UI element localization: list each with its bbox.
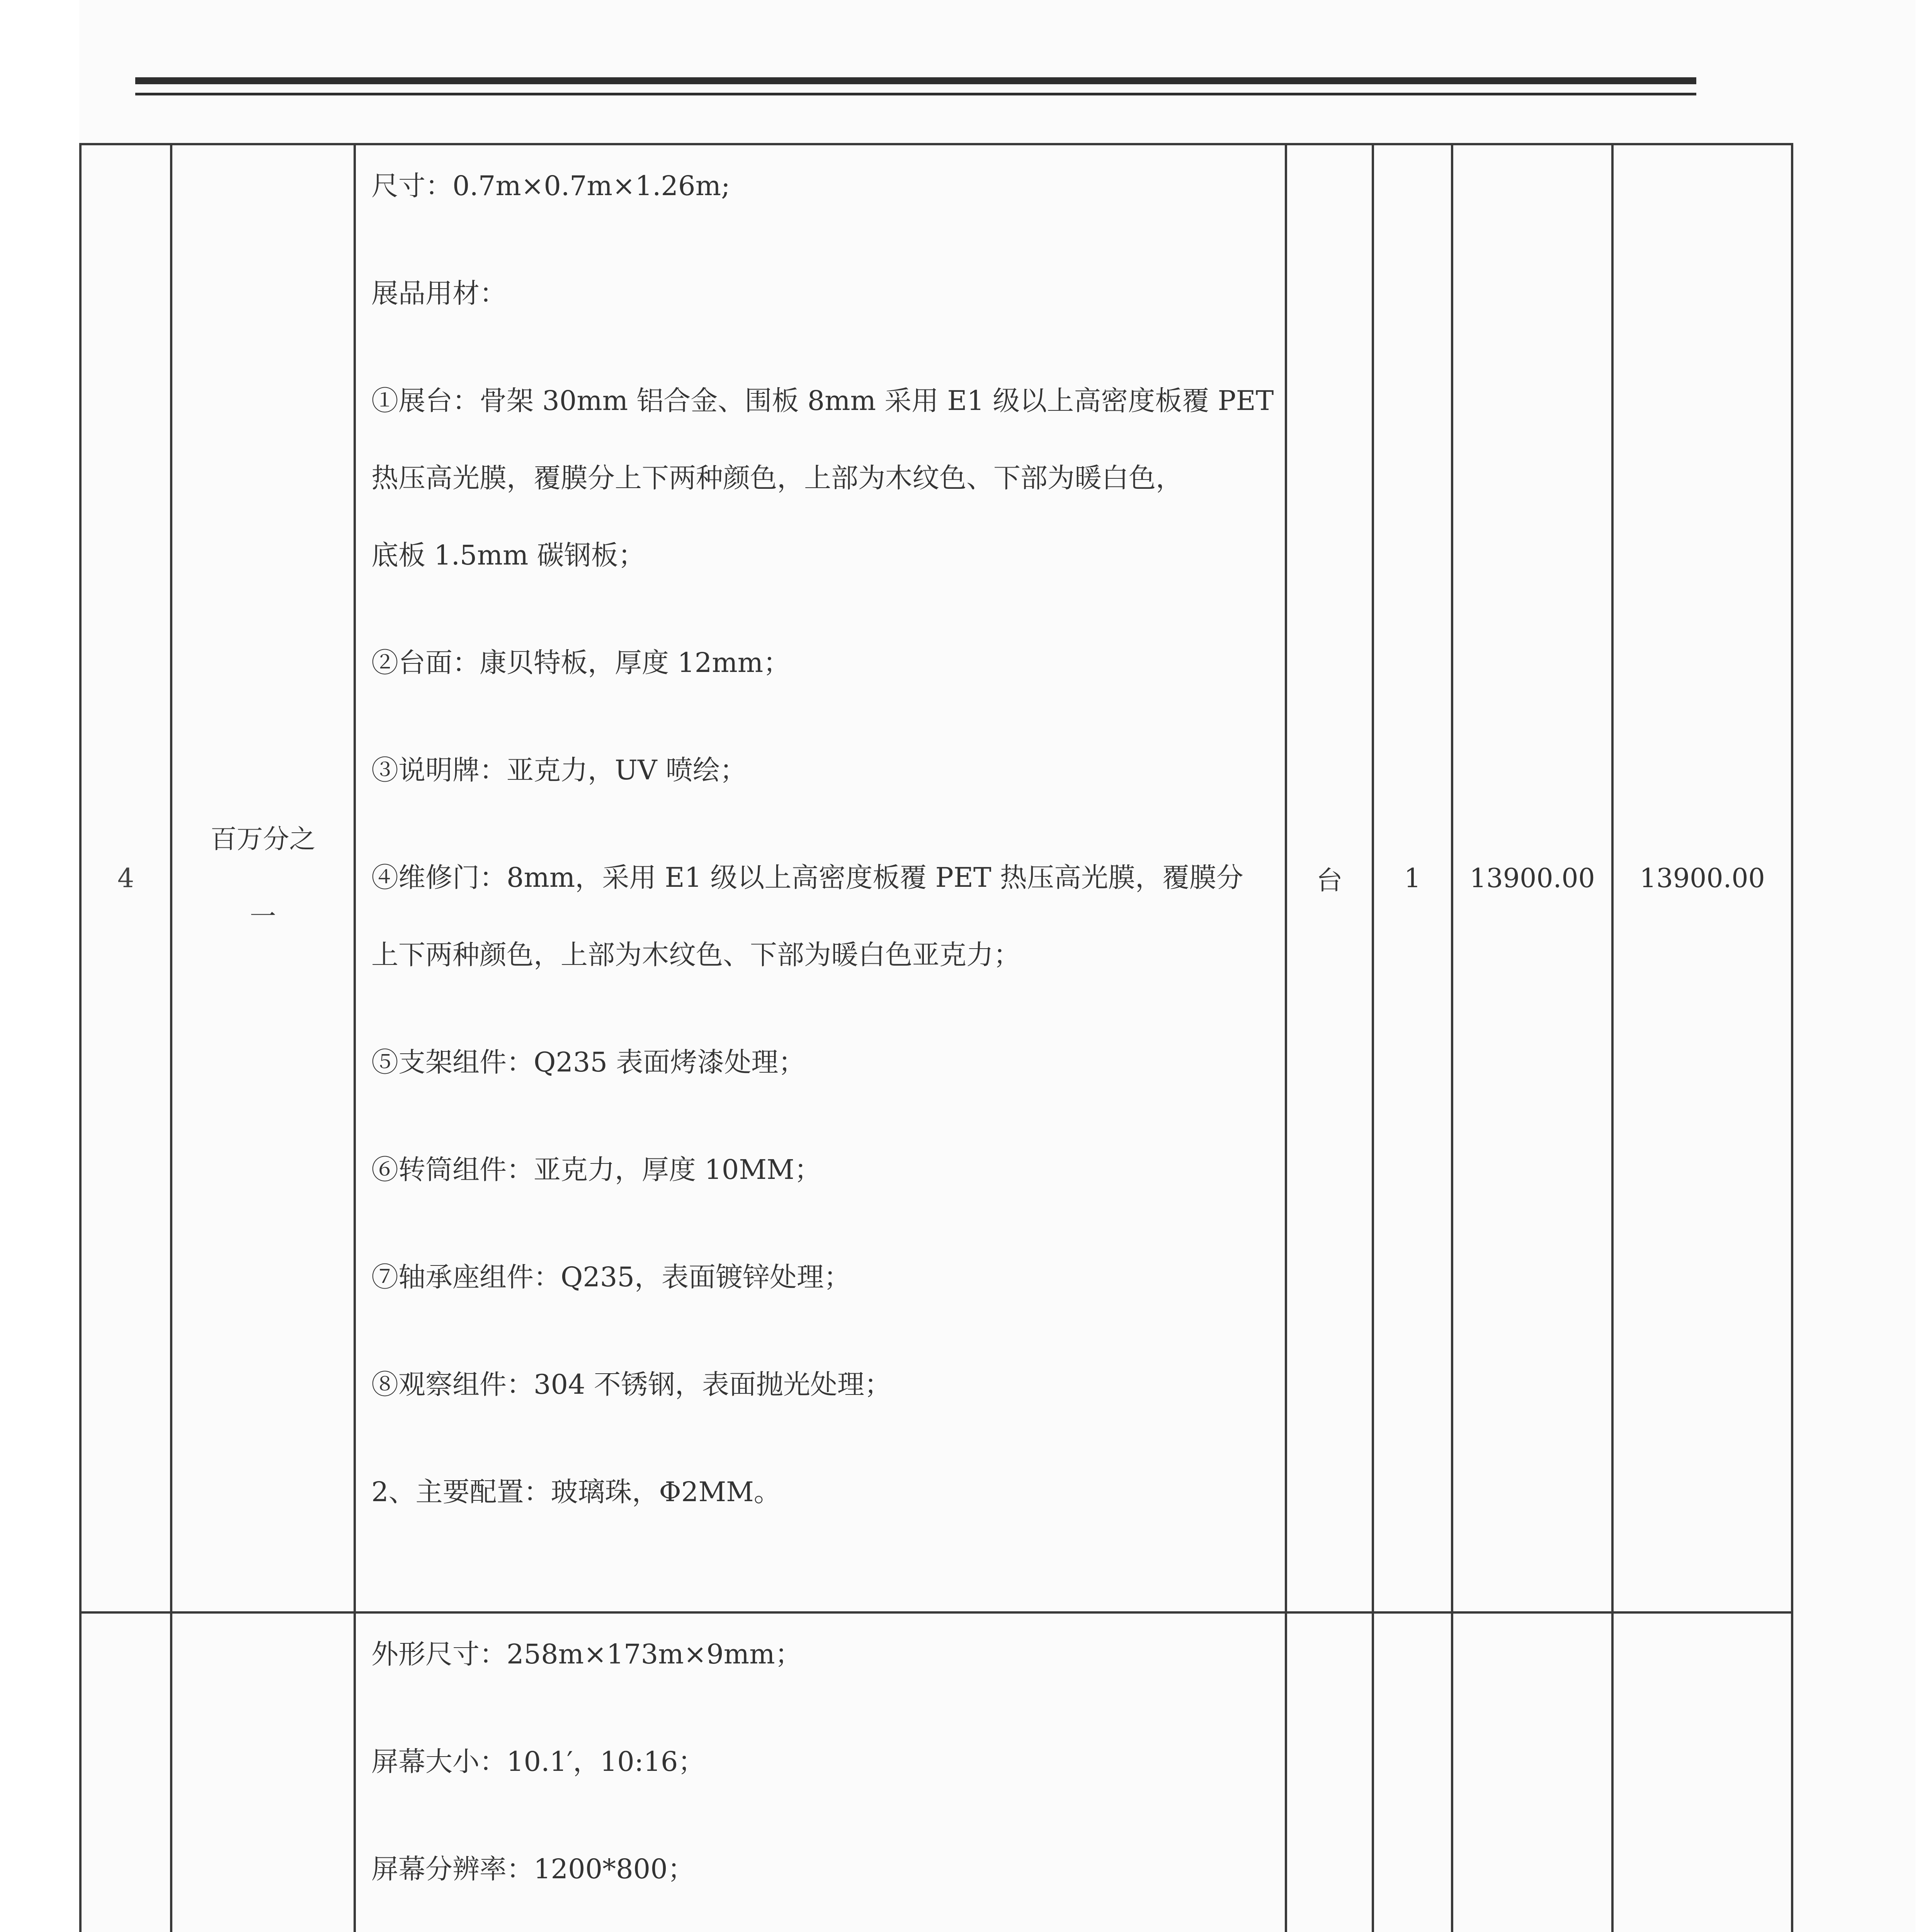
item-name	[171, 144, 355, 1612]
table-row	[80, 144, 1792, 1612]
spec-table	[79, 143, 1793, 1932]
spec-cell	[355, 144, 1286, 1612]
spec-line: ⑤支架组件：Q235 表面烤漆处理；	[371, 1046, 806, 1078]
spec-line: ⑦轴承座组件：Q235，表面镀锌处理；	[371, 1261, 851, 1293]
spec-line: ④维修门：8mm，采用 E1 级以上高密度板覆 PET 热压高光膜，覆膜分	[371, 862, 1243, 893]
unit-cell	[1286, 1612, 1373, 1932]
row-number: 4	[80, 144, 171, 1612]
spec-line: 展品用材：	[371, 277, 507, 309]
spec-line: ⑥转筒组件：亚克力，厚度 10MM；	[371, 1154, 821, 1185]
spec-line: ③说明牌：亚克力，UV 喷绘；	[371, 754, 747, 786]
spec-line: 热压高光膜，覆膜分上下两种颜色，上部为木纹色、下部为暖白色，	[371, 462, 1183, 494]
spec-line: 屏幕分辨率：1200*800；	[371, 1853, 695, 1885]
spec-line: 屏幕大小：10.1′，10:16；	[371, 1746, 705, 1777]
total-price-cell: 13900.00	[1612, 144, 1792, 1612]
spec-line: ②台面：康贝特板，厚度 12mm；	[371, 647, 791, 679]
table-row	[80, 1612, 1792, 1932]
spec-line: ⑧观察组件：304 不锈钢，表面抛光处理；	[371, 1369, 891, 1400]
row-number	[80, 1612, 171, 1932]
spec-line: 底板 1.5mm 碳钢板；	[371, 539, 645, 571]
spec-line: 尺寸：0.7m×0.7m×1.26m;	[371, 170, 730, 202]
spec-line: ①展台：骨架 30mm 铝合金、围板 8mm 采用 E1 级以上高密度板覆 PET	[371, 385, 1274, 417]
item-name	[171, 1612, 355, 1932]
header-rule-thick	[135, 77, 1696, 84]
unit-price-cell: 13900.00	[1452, 144, 1612, 1612]
quantity-cell	[1373, 1612, 1452, 1932]
spec-line: 2、主要配置：玻璃珠，Φ2MM。	[371, 1476, 781, 1508]
spec-line: 外形尺寸：258m×173m×9mm；	[371, 1638, 802, 1670]
item-name-line: 一	[250, 901, 276, 932]
unit-cell: 台	[1286, 144, 1373, 1612]
header-rule-thin	[135, 93, 1696, 95]
item-name-line: 百万分之	[210, 824, 316, 855]
spec-line: 上下两种颜色，上部为木纹色、下部为暖白色亚克力；	[371, 939, 1020, 971]
quantity-cell: 1	[1373, 144, 1452, 1612]
total-price-cell	[1612, 1612, 1792, 1932]
unit-price-cell	[1452, 1612, 1612, 1932]
spec-cell	[355, 1612, 1286, 1932]
